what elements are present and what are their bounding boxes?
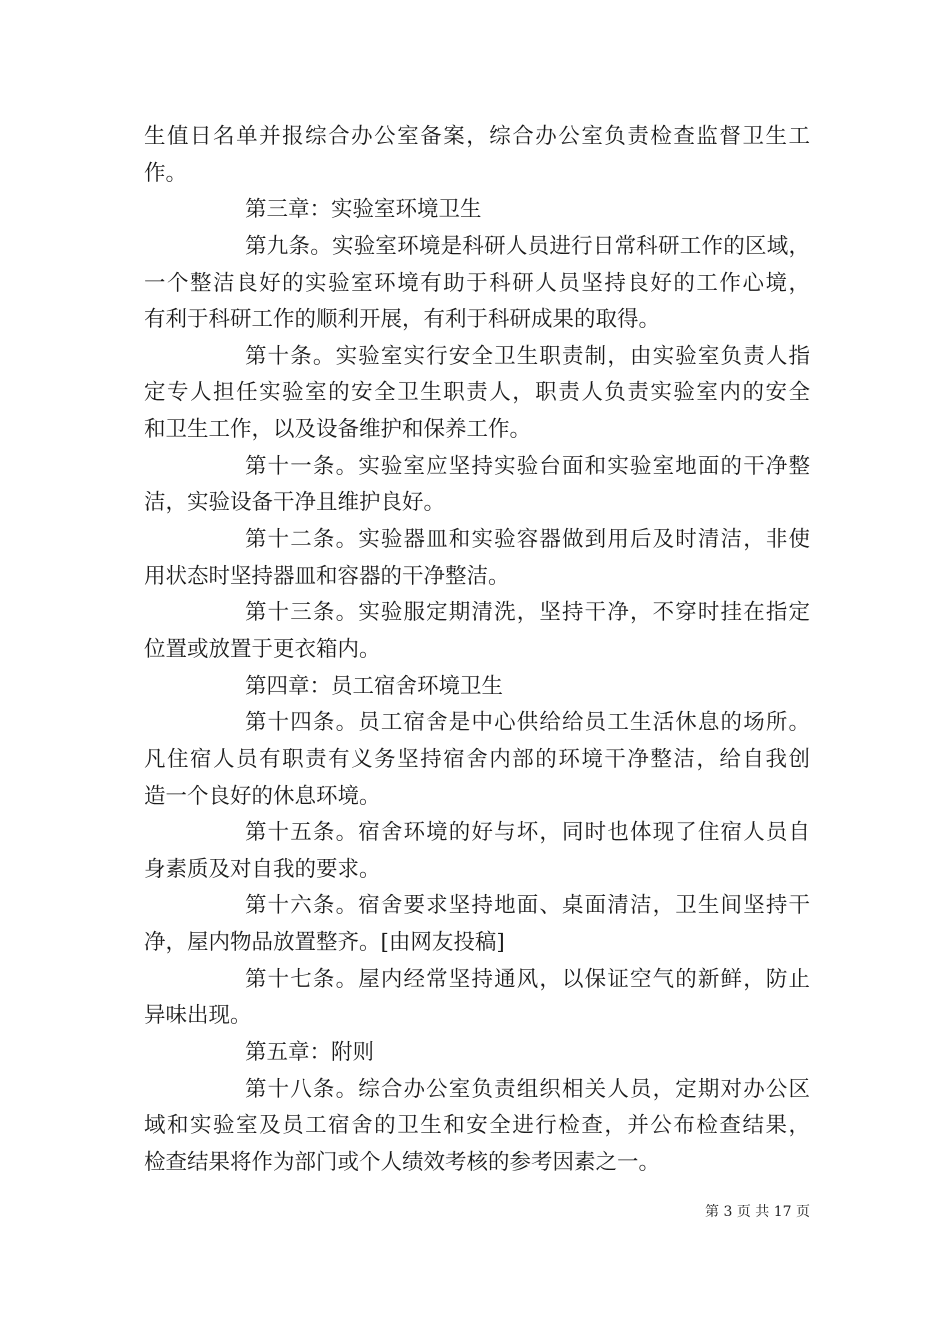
document-line: 第十六条。宿舍要求坚持地面、桌面清洁，卫生间坚持干 <box>245 893 810 919</box>
document-line: 有利于科研工作的顺利开展，有利于科研成果的取得。 <box>144 307 661 333</box>
document-line: 作。 <box>144 160 188 186</box>
document-line: 身素质及对自我的要求。 <box>144 856 381 882</box>
document-line: 域和实验室及员工宿舍的卫生和安全进行检查，并公布检查结果， <box>144 1113 810 1139</box>
document-line: 第五章：附则 <box>245 1040 375 1066</box>
document-line: 第十七条。屋内经常坚持通风，以保证空气的新鲜，防止 <box>245 966 810 992</box>
document-line: 异味出现。 <box>144 1003 252 1029</box>
document-line: 第四章：员工宿舍环境卫生 <box>245 673 504 699</box>
document-line: 第九条。实验室环境是科研人员进行日常科研工作的区域， <box>245 233 810 259</box>
document-line: 造一个良好的休息环境。 <box>144 783 381 809</box>
document-line: 生值日名单并报综合办公室备案，综合办公室负责检查监督卫生工 <box>144 124 810 149</box>
document-line: 洁，实验设备干净且维护良好。 <box>144 490 446 516</box>
document-line: 第十八条。综合办公室负责组织相关人员，定期对办公区 <box>245 1076 810 1102</box>
document-line: 第十三条。实验服定期清洗，坚持干净，不穿时挂在指定 <box>245 600 810 626</box>
document-line: 第十条。实验室实行安全卫生职责制，由实验室负责人指 <box>245 343 810 369</box>
document-line: 凡住宿人员有职责有义务坚持宿舍内部的环境干净整洁，给自我创 <box>144 746 810 772</box>
page-number-footer: 第 3 页 共 17 页 <box>705 1204 810 1220</box>
document-line: 第十五条。宿舍环境的好与坏，同时也体现了住宿人员自 <box>245 820 810 846</box>
document-line: 一个整洁良好的实验室环境有助于科研人员坚持良好的工作心境， <box>144 270 810 296</box>
document-line: 定专人担任实验室的安全卫生职责人，职责人负责实验室内的安全 <box>144 380 810 406</box>
document-line: 和卫生工作，以及设备维护和保养工作。 <box>144 417 532 443</box>
document-line: 用状态时坚持器皿和容器的干净整洁。 <box>144 563 510 589</box>
document-line: 第十一条。实验室应坚持实验台面和实验室地面的干净整 <box>245 453 810 479</box>
document-body <box>144 119 810 1182</box>
document-line: 位置或放置于更衣箱内。 <box>144 636 381 662</box>
document-line: 检查结果将作为部门或个人绩效考核的参考因素之一。 <box>144 1149 661 1175</box>
document-line: 第三章：实验室环境卫生 <box>245 197 482 223</box>
document-line: 净，屋内物品放置整齐。[由网友投稿] <box>144 930 505 956</box>
document-line: 第十二条。实验器皿和实验容器做到用后及时清洁，非使 <box>245 527 810 553</box>
document-line: 第十四条。员工宿舍是中心供给给员工生活休息的场所。 <box>245 710 810 736</box>
